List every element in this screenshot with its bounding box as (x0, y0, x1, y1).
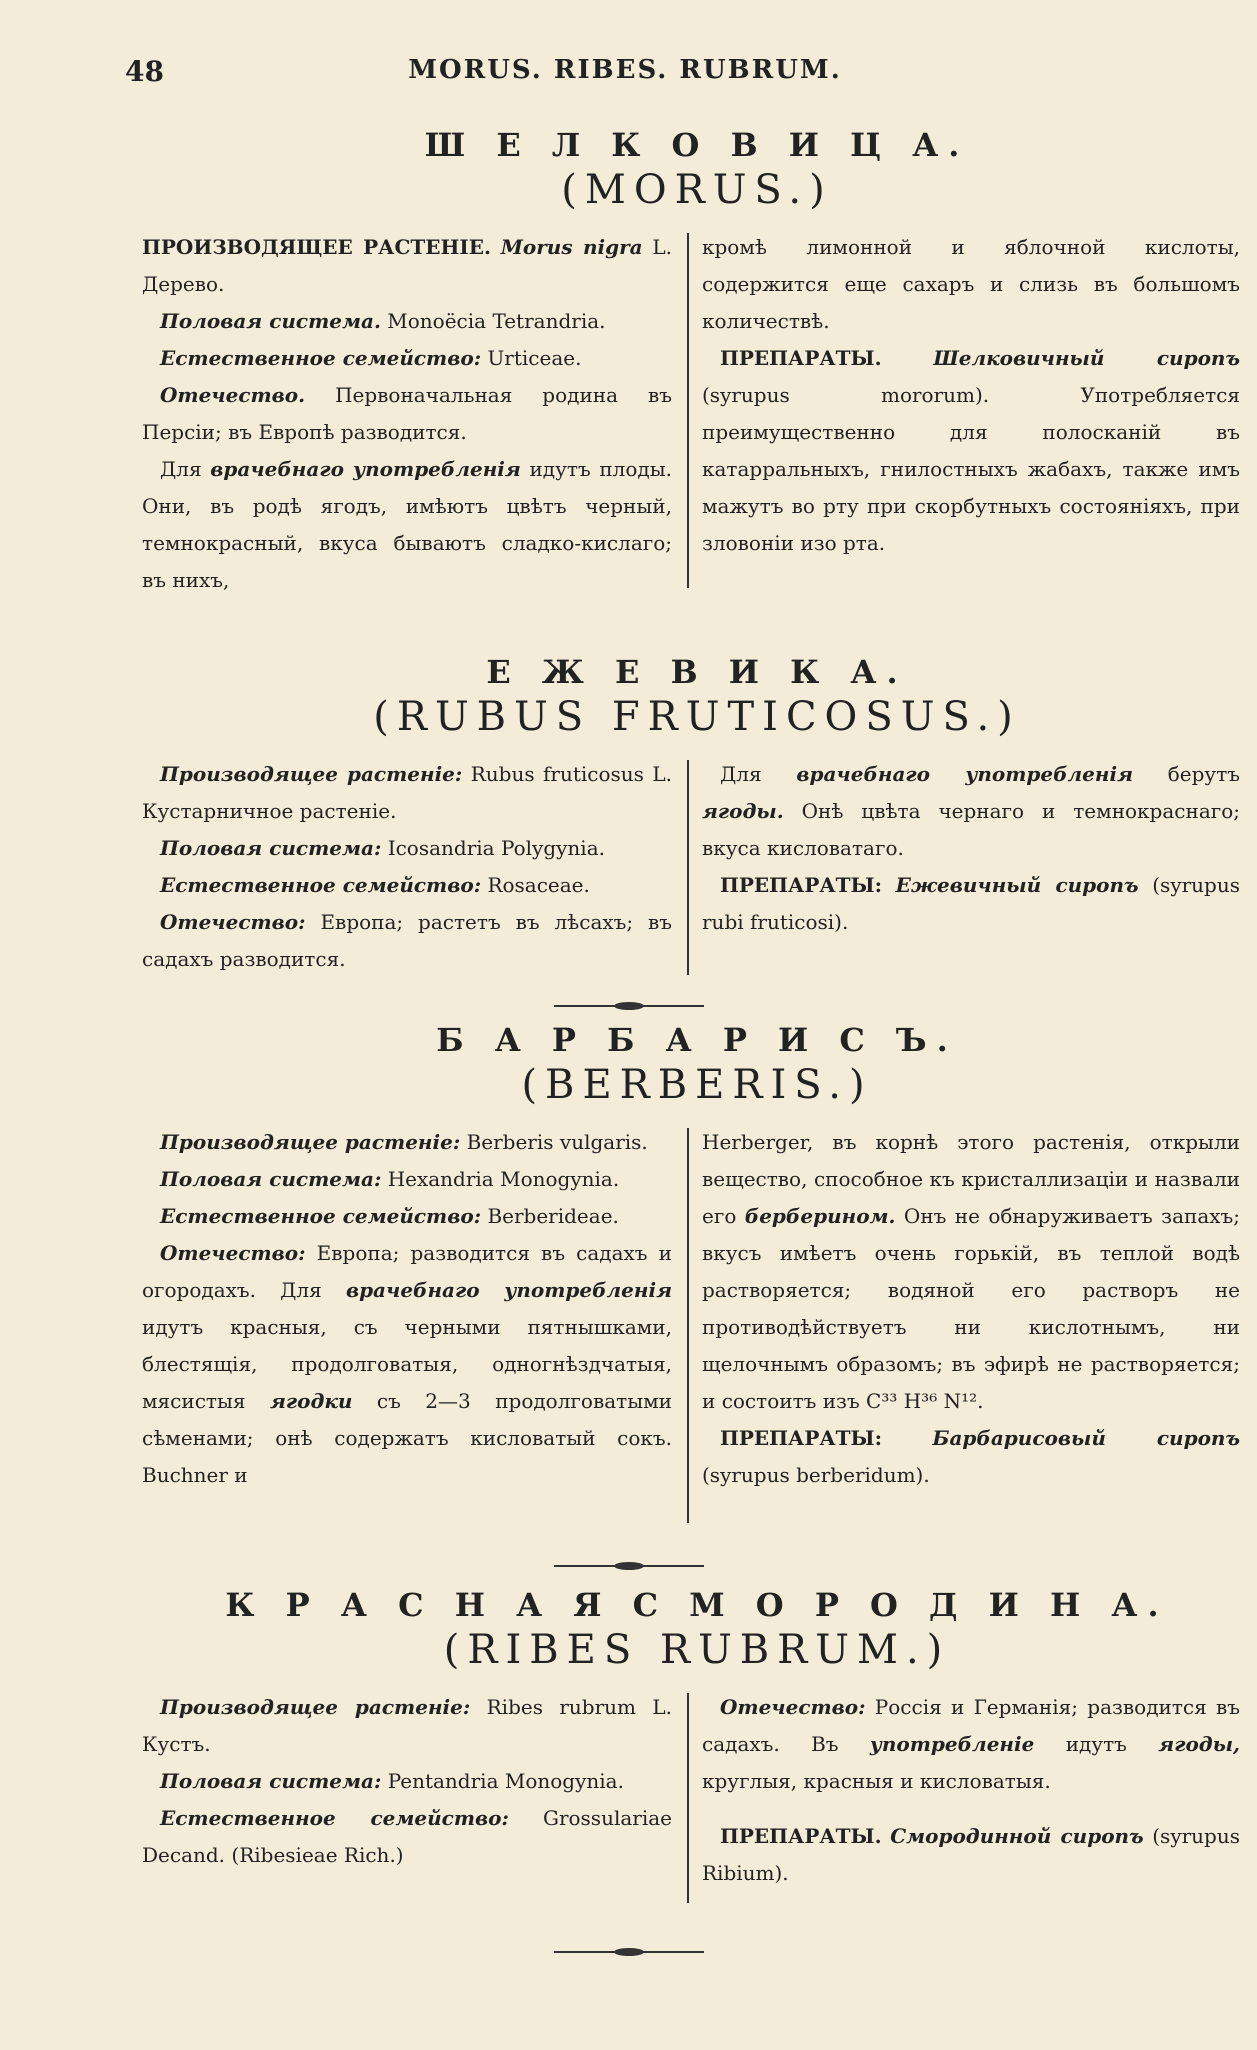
paragraph: Отечество: Европа; растетъ въ лѣсахъ; въ садахъ разводится. (142, 910, 673, 971)
paragraph: Производящее растеніе: Rubus fruticosus L. Кустарничное растеніе. (142, 762, 672, 823)
left-column (142, 1124, 672, 1494)
left-column (142, 229, 672, 599)
paragraph: Естественное семейство: Rosaceae. (160, 873, 590, 897)
paragraph: Производящее растеніе: Berberis vulgaris. (160, 1130, 648, 1154)
paragraph: Половая система: Hexandria Monogynia. (160, 1167, 620, 1191)
right-column (702, 1124, 1240, 1494)
paragraph: Для врачебнаго употребленія берутъ ягоды. Онѣ цвѣта чернаго и темнокраснаго; вкуса кисловатаго. (702, 762, 1241, 860)
paragraph: ПРЕПАРАТЫ: Ежевичный сиропъ (syrupus rubi fruticosi). (702, 873, 1241, 934)
column-divider (687, 760, 689, 975)
right-column (702, 756, 1240, 941)
paragraph: Отечество: Европа; разводится въ садахъ и огородахъ. Для врачебнаго употребленія идутъ красныя, съ черными пятнышками, блестящія, продолговатыя, одногнѣздчатыя, мясистыя ягодки съ 2—3 продолговатыми сѣменами; онѣ содержатъ кисловатый сокъ. Buchner и (142, 1241, 672, 1487)
section-berberis (142, 1020, 1252, 1487)
paragraph: ПРЕПАРАТЫ. Смородинной сиропъ (syrupus Ribium). (702, 1824, 1241, 1885)
section-latin-name: (RIBES RUBRUM.) (443, 1627, 951, 1673)
paragraph: ПРОИЗВОДЯЩЕЕ РАСТЕНІЕ. Morus nigra L. Дерево. (142, 235, 673, 296)
section-latin-name: (MORUS.) (561, 167, 833, 213)
paragraph: Отечество. Первоначальная родина въ Персіи; въ Европѣ разводится. (142, 383, 673, 444)
section-title: Ш Е Л К О В И Ц А. (424, 126, 970, 164)
section-title: Б А Р Б А Р И С Ъ. (436, 1021, 958, 1059)
column-divider (687, 1693, 689, 1903)
running-head: MORUS. RIBES. RUBRUM. (408, 55, 842, 85)
right-column (702, 229, 1240, 562)
paragraph: кромѣ лимонной и яблочной кислоты, содержится еще сахаръ и слизь въ большомъ количествѣ. (702, 235, 1240, 333)
section-title: Е Ж Е В И К А. (486, 653, 908, 691)
left-column (142, 756, 672, 978)
paragraph: Естественное семейство: Urticeae. (160, 346, 582, 370)
section-title: К Р А С Н А Я С М О Р О Д И Н А. (225, 1586, 1169, 1624)
paragraph: ПРЕПАРАТЫ: Барбарисовый сиропъ (syrupus berberidum). (702, 1426, 1240, 1487)
ornament-divider (554, 1948, 704, 1956)
section-latin-name: (BERBERIS.) (521, 1062, 873, 1108)
paragraph: Половая система: Pentandria Monogynia. (160, 1769, 624, 1793)
column-divider (687, 233, 689, 588)
paragraph: Половая система. Monoëcia Tetrandria. (160, 309, 606, 333)
column-divider (687, 1128, 689, 1523)
section-morus (142, 125, 1252, 592)
left-column (142, 1689, 672, 1874)
paragraph: Естественное семейство: Grossulariae Decand. (Ribesieae Rich.) (142, 1806, 672, 1867)
paragraph: Отечество: Россія и Германія; разводится въ садахъ. Въ употребленіе идутъ ягоды, круглыя, красныя и кисловатыя. (702, 1695, 1241, 1793)
paragraph: Для врачебнаго употребленія идутъ плоды. Они, въ родѣ ягодъ, имѣютъ цвѣтъ черный, темнокрасный, вкуса бываютъ сладко-кислаго; въ нихъ, (142, 457, 672, 592)
paragraph: Herberger, въ корнѣ этого растенія, открыли вещество, способное къ кристаллизаціи и назвали его берберином. Онъ не обнаруживаетъ запахъ; вкусъ имѣетъ очень горькій, въ теплой водѣ растворяется; водяной его растворъ не противодѣйствуетъ ни кислотнымъ, ни щелочнымъ образомъ; въ эфирѣ не растворяется; и состоитъ изъ C³³ H³⁶ N¹². (702, 1130, 1241, 1413)
section-latin-name: (RUBUS FRUTICOSUS.) (373, 694, 1021, 740)
ornament-divider (554, 1562, 704, 1570)
paragraph: Естественное семейство: Berberideae. (160, 1204, 619, 1228)
page-header (125, 55, 1125, 95)
section-rubus (142, 652, 1252, 971)
paragraph: ПРЕПАРАТЫ. Шелковичный сиропъ (syrupus mororum). Употребляется преимущественно для полосканій въ катарральныхъ, гнилостныхъ жабахъ, также имъ мажутъ во рту при скорбутныхъ состояніяхъ, при зловоніи изо рта. (702, 346, 1240, 555)
right-column (702, 1689, 1240, 1892)
paragraph: Половая система: Icosandria Polygynia. (160, 836, 605, 860)
section-ribes (142, 1585, 1252, 1885)
ornament-divider (554, 1002, 704, 1010)
page-number: 48 (125, 55, 164, 88)
paragraph: Производящее растеніе: Ribes rubrum L. Кустъ. (142, 1695, 672, 1756)
